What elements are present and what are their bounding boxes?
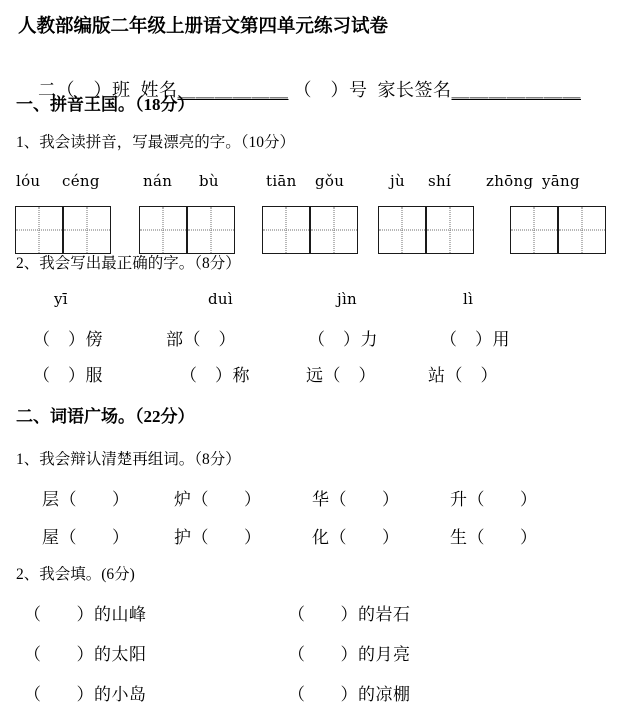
- tianzige-cell[interactable]: [510, 206, 558, 254]
- tianzige-cell[interactable]: [558, 206, 606, 254]
- question-heading-2-2: 2、我会填。(6分): [16, 566, 135, 583]
- fill-phrase-item[interactable]: （ ）的岩石: [288, 605, 411, 624]
- pinyin-zhong: zhōng: [486, 172, 534, 190]
- fill-phrase-item[interactable]: （ ）的月亮: [288, 645, 411, 664]
- fill-phrase-item[interactable]: （ ）的太阳: [24, 645, 147, 664]
- name-field-label: 姓名: [140, 80, 178, 100]
- pinyin-shi: shí: [428, 172, 452, 190]
- section-heading-1: 一、拼音王国。（18分）: [16, 95, 195, 114]
- word-build-item[interactable]: 化（ ）: [312, 528, 400, 547]
- tianzige-cell[interactable]: [378, 206, 426, 254]
- blank-item[interactable]: 部（ ）: [166, 330, 236, 349]
- word-build-item[interactable]: 华（ ）: [312, 490, 400, 509]
- blank-item[interactable]: （ ）用: [440, 330, 510, 349]
- pinyin-yi: yī: [54, 290, 68, 308]
- tianzige-cell[interactable]: [15, 206, 63, 254]
- question-heading-2-1: 1、我会辩认清楚再组词。（8分）: [16, 451, 241, 468]
- blank-item[interactable]: （ ）力: [308, 330, 378, 349]
- pinyin-bu: bù: [199, 172, 219, 190]
- blank-item[interactable]: 远（ ）: [306, 366, 376, 385]
- class-field-label[interactable]: 二（ ）班: [38, 80, 131, 100]
- pinyin-nan: nán: [143, 172, 173, 190]
- pinyin-ju: jù: [390, 172, 405, 190]
- tianzige-cell[interactable]: [262, 206, 310, 254]
- guardian-signature-label: 家长签名: [377, 80, 452, 100]
- pinyin-ceng: céng: [62, 172, 100, 190]
- guardian-signature-blank[interactable]: ＿＿＿＿＿＿＿: [451, 80, 581, 100]
- blank-item[interactable]: （ ）服: [33, 366, 103, 385]
- fill-phrase-item[interactable]: （ ）的山峰: [24, 605, 147, 624]
- pinyin-dui: duì: [208, 290, 233, 308]
- tianzige-cell[interactable]: [139, 206, 187, 254]
- fill-phrase-item[interactable]: （ ）的小岛: [24, 685, 147, 704]
- tianzige-cell[interactable]: [63, 206, 111, 254]
- pinyin-yang: yāng: [542, 172, 580, 190]
- blank-item[interactable]: （ ）傍: [33, 330, 103, 349]
- word-build-item[interactable]: 升（ ）: [450, 490, 538, 509]
- pinyin-lou: lóu: [16, 172, 41, 190]
- tianzige-cell[interactable]: [187, 206, 235, 254]
- tianzige-cell[interactable]: [310, 206, 358, 254]
- word-build-item[interactable]: 层（ ）: [42, 490, 130, 509]
- blank-item[interactable]: （ ）称: [180, 366, 250, 385]
- tianzige-cell[interactable]: [426, 206, 474, 254]
- word-build-item[interactable]: 炉（ ）: [174, 490, 262, 509]
- word-build-item[interactable]: 屋（ ）: [42, 528, 130, 547]
- section-heading-2: 二、词语广场。（22分）: [16, 407, 195, 426]
- name-field-blank[interactable]: ＿＿＿＿＿＿: [177, 80, 289, 100]
- word-build-item[interactable]: 生（ ）: [450, 528, 538, 547]
- question-heading-1-1: 1、我会读拼音，写最漂亮的字。（10分）: [16, 134, 296, 151]
- pinyin-li: lì: [463, 290, 474, 308]
- pinyin-tian: tiān: [266, 172, 297, 190]
- number-field-label[interactable]: （ ）号: [293, 80, 368, 100]
- pinyin-jin: jìn: [337, 290, 358, 308]
- question-heading-1-2: 2、我会写出最正确的字。（8分）: [16, 255, 241, 272]
- fill-phrase-item[interactable]: （ ）的凉棚: [288, 685, 411, 704]
- word-build-item[interactable]: 护（ ）: [174, 528, 262, 547]
- blank-item[interactable]: 站（ ）: [428, 366, 498, 385]
- page-title: 人教部编版二年级上册语文第四单元练习试卷: [18, 17, 389, 37]
- pinyin-gou: gǒu: [315, 172, 345, 190]
